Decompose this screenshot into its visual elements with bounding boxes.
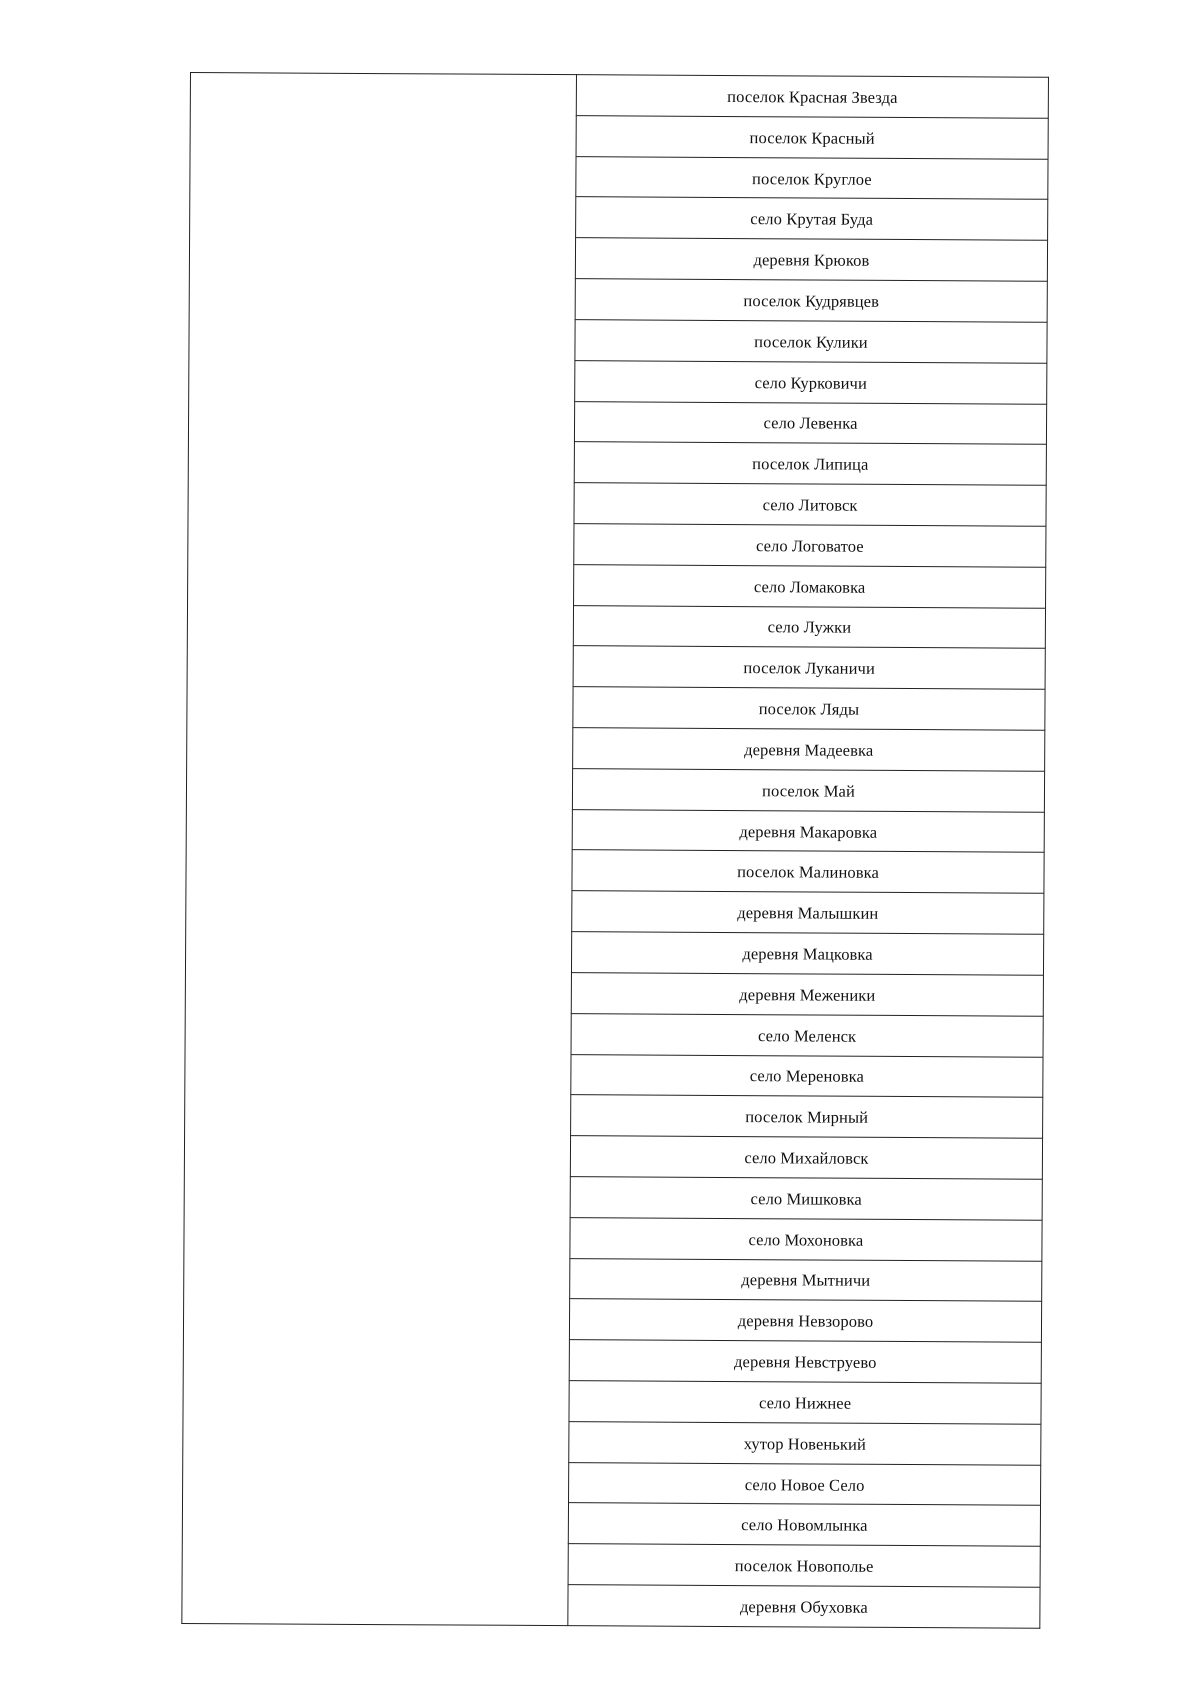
settlement-name: село Нижнее	[758, 1393, 852, 1413]
settlement-name: поселок Кулики	[754, 331, 868, 352]
settlement-name-cell	[572, 891, 1044, 934]
settlement-name-cell	[574, 524, 1046, 567]
settlement-name-cell	[569, 1299, 1041, 1342]
settlement-name-cell	[575, 279, 1047, 322]
settlement-name: поселок Луканичи	[743, 658, 875, 679]
settlement-name-cell	[572, 809, 1044, 852]
settlement-name-cell	[569, 1340, 1041, 1383]
settlement-name: село Лужки	[767, 617, 852, 638]
settlement-name: поселок Мирный	[745, 1107, 869, 1128]
settlement-name-cell	[571, 932, 1043, 975]
settlement-name-cell	[575, 320, 1047, 363]
settlement-name: деревня Мытничи	[741, 1270, 871, 1291]
settlement-name-cell	[568, 1544, 1040, 1587]
settlement-name: поселок Май	[761, 780, 855, 801]
settlement-name: село Левенка	[763, 413, 858, 434]
settlement-name-cell	[572, 768, 1044, 811]
settlement-name: хутор Новенький	[743, 1433, 867, 1454]
settlement-name-cell	[571, 1095, 1043, 1138]
settlement-name-cell	[570, 1177, 1042, 1220]
settlement-name: поселок Красный	[749, 127, 875, 148]
settlement-name-cell	[570, 1258, 1042, 1301]
settlement-name-cell	[575, 360, 1047, 403]
settlement-name-cell	[573, 687, 1045, 730]
settlement-name: село Новомлынка	[741, 1515, 868, 1536]
settlement-name-cell	[568, 1503, 1040, 1546]
settlement-name-cell	[576, 115, 1048, 158]
settlement-name-cell	[568, 1585, 1040, 1629]
settlement-name-cell	[575, 238, 1047, 281]
settlement-name: деревня Обуховка	[739, 1597, 868, 1617]
settlement-name-cell	[573, 728, 1045, 771]
settlement-name: деревня Мадеевка	[744, 740, 874, 760]
settlement-name-cell	[570, 1136, 1042, 1179]
settlement-name-cell	[572, 850, 1044, 893]
settlement-name: деревня Невзорово	[737, 1311, 874, 1332]
settlement-name-cell	[574, 401, 1046, 444]
settlement-name: село Курковичи	[754, 372, 867, 393]
settlement-name: село Мишковка	[750, 1188, 862, 1209]
settlement-name-cell	[571, 1013, 1043, 1056]
settlement-name-cell	[570, 1217, 1042, 1260]
settlement-name: село Новое Село	[744, 1474, 865, 1495]
settlement-name: село Ломаковка	[753, 576, 866, 597]
settlement-name: село Меленск	[757, 1025, 857, 1046]
settlement-name: поселок Малиновка	[737, 862, 880, 883]
settlement-name-cell	[573, 605, 1045, 648]
settlement-name: деревня Мацковка	[742, 944, 873, 964]
settlement-name-cell	[574, 483, 1046, 526]
settlement-name: село Литовск	[762, 495, 858, 515]
settlement-name: поселок Липица	[752, 454, 869, 475]
settlement-name-cell	[571, 973, 1043, 1016]
settlement-name: село Михайловск	[744, 1148, 869, 1168]
settlement-name: поселок Новополье	[734, 1556, 874, 1576]
settlement-name-cell	[571, 1054, 1043, 1097]
settlement-name: село Крутая Буда	[750, 209, 874, 230]
settlement-name-cell	[569, 1462, 1041, 1505]
settlement-name: село Мохоновка	[748, 1229, 864, 1250]
settlement-name: поселок Красная Звезда	[727, 86, 898, 107]
settlement-name-cell	[573, 646, 1045, 689]
settlement-name: поселок Ляды	[758, 699, 860, 719]
settlement-name: деревня Малышкин	[737, 903, 879, 924]
settlement-name: село Мереновка	[749, 1066, 865, 1087]
settlement-name-cell	[574, 564, 1046, 607]
settlement-name: деревня Невструево	[734, 1352, 877, 1372]
empty-left-cell	[182, 73, 577, 1626]
settlement-name-cell	[576, 75, 1048, 118]
table-body	[182, 73, 1049, 1629]
table-row	[190, 73, 1048, 119]
settlement-name: деревня Меженики	[739, 984, 876, 1005]
settlement-name-cell	[569, 1381, 1041, 1424]
settlement-name-cell	[576, 197, 1048, 240]
settlement-table	[181, 72, 1049, 1629]
settlement-name: село Логоватое	[755, 536, 864, 556]
settlement-name: поселок Круглое	[752, 168, 872, 189]
settlement-name-cell	[574, 442, 1046, 485]
settlement-name-cell	[576, 156, 1048, 199]
settlement-name: поселок Кудрявцев	[743, 291, 880, 311]
settlement-name: деревня Макаровка	[739, 821, 878, 842]
settlement-name-cell	[569, 1421, 1041, 1464]
settlement-name: деревня Крюков	[753, 250, 870, 270]
